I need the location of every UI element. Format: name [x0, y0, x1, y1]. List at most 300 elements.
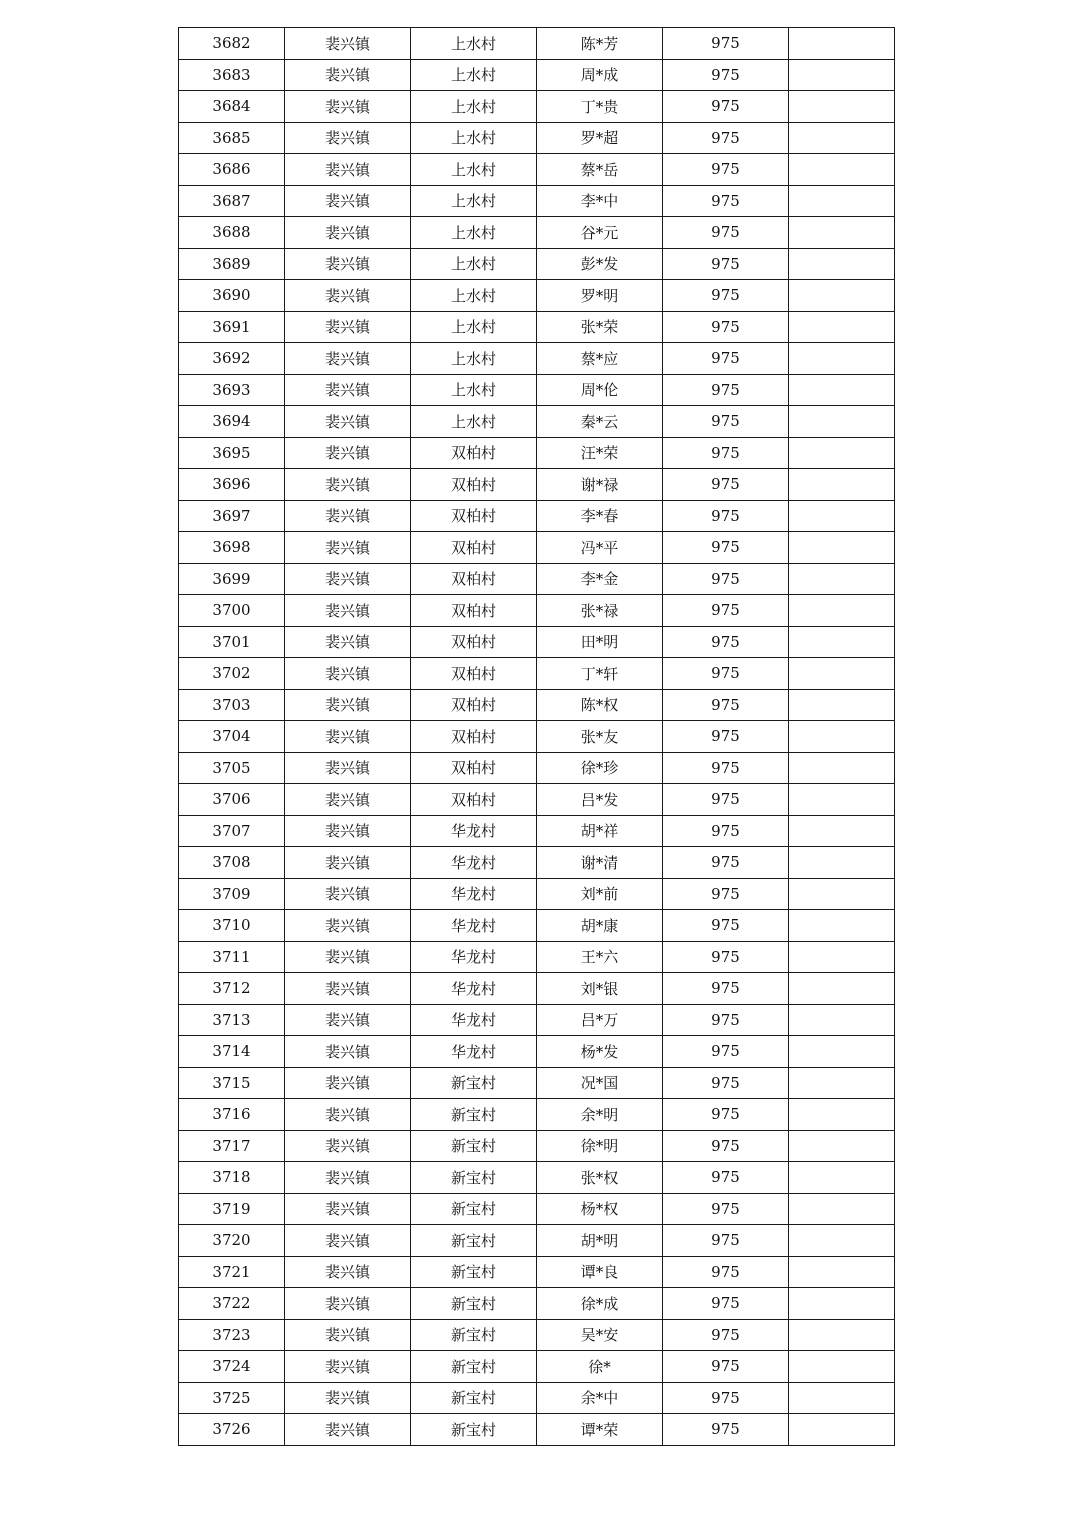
cell-amount: 975	[663, 721, 789, 753]
cell-amount: 975	[663, 847, 789, 879]
cell-amount: 975	[663, 343, 789, 375]
cell-village: 华龙村	[411, 847, 537, 879]
cell-village: 新宝村	[411, 1193, 537, 1225]
cell-name: 李*金	[537, 563, 663, 595]
cell-village: 双柏村	[411, 784, 537, 816]
cell-town: 裴兴镇	[285, 1382, 411, 1414]
cell-serial-number: 3693	[179, 374, 285, 406]
cell-town: 裴兴镇	[285, 1351, 411, 1383]
cell-town: 裴兴镇	[285, 374, 411, 406]
cell-amount: 975	[663, 626, 789, 658]
cell-note	[789, 154, 895, 186]
cell-town: 裴兴镇	[285, 343, 411, 375]
cell-serial-number: 3711	[179, 941, 285, 973]
cell-town: 裴兴镇	[285, 217, 411, 249]
cell-note	[789, 28, 895, 60]
cell-town: 裴兴镇	[285, 28, 411, 60]
cell-village: 新宝村	[411, 1319, 537, 1351]
cell-name: 陈*权	[537, 689, 663, 721]
cell-village: 华龙村	[411, 878, 537, 910]
cell-note	[789, 1351, 895, 1383]
cell-serial-number: 3719	[179, 1193, 285, 1225]
cell-amount: 975	[663, 973, 789, 1005]
table-row	[179, 154, 895, 186]
cell-amount: 975	[663, 563, 789, 595]
cell-amount: 975	[663, 815, 789, 847]
cell-village: 新宝村	[411, 1256, 537, 1288]
cell-amount: 975	[663, 532, 789, 564]
cell-name: 蔡*应	[537, 343, 663, 375]
table-row	[179, 1162, 895, 1194]
cell-note	[789, 1414, 895, 1446]
cell-town: 裴兴镇	[285, 1256, 411, 1288]
cell-amount: 975	[663, 1319, 789, 1351]
cell-note	[789, 248, 895, 280]
table-row	[179, 1004, 895, 1036]
cell-amount: 975	[663, 1414, 789, 1446]
table-row	[179, 374, 895, 406]
cell-name: 谢*清	[537, 847, 663, 879]
cell-village: 华龙村	[411, 910, 537, 942]
cell-village: 双柏村	[411, 689, 537, 721]
cell-note	[789, 122, 895, 154]
cell-amount: 975	[663, 280, 789, 312]
cell-town: 裴兴镇	[285, 910, 411, 942]
cell-amount: 975	[663, 1067, 789, 1099]
cell-amount: 975	[663, 658, 789, 690]
cell-village: 新宝村	[411, 1130, 537, 1162]
cell-town: 裴兴镇	[285, 185, 411, 217]
cell-serial-number: 3717	[179, 1130, 285, 1162]
cell-town: 裴兴镇	[285, 815, 411, 847]
cell-name: 吕*发	[537, 784, 663, 816]
cell-village: 新宝村	[411, 1288, 537, 1320]
cell-serial-number: 3701	[179, 626, 285, 658]
table-row	[179, 1099, 895, 1131]
table-row	[179, 563, 895, 595]
cell-amount: 975	[663, 469, 789, 501]
cell-town: 裴兴镇	[285, 248, 411, 280]
cell-serial-number: 3725	[179, 1382, 285, 1414]
cell-village: 双柏村	[411, 532, 537, 564]
cell-village: 华龙村	[411, 1004, 537, 1036]
cell-serial-number: 3695	[179, 437, 285, 469]
cell-amount: 975	[663, 1036, 789, 1068]
cell-name: 余*明	[537, 1099, 663, 1131]
table-row	[179, 1225, 895, 1257]
cell-note	[789, 1256, 895, 1288]
cell-note	[789, 658, 895, 690]
table-row	[179, 28, 895, 60]
cell-serial-number: 3704	[179, 721, 285, 753]
cell-serial-number: 3723	[179, 1319, 285, 1351]
cell-town: 裴兴镇	[285, 1414, 411, 1446]
cell-village: 新宝村	[411, 1162, 537, 1194]
cell-village: 双柏村	[411, 563, 537, 595]
cell-serial-number: 3708	[179, 847, 285, 879]
cell-village: 双柏村	[411, 469, 537, 501]
cell-village: 双柏村	[411, 595, 537, 627]
cell-amount: 975	[663, 374, 789, 406]
cell-serial-number: 3685	[179, 122, 285, 154]
cell-note	[789, 973, 895, 1005]
cell-name: 秦*云	[537, 406, 663, 438]
cell-town: 裴兴镇	[285, 658, 411, 690]
cell-name: 王*六	[537, 941, 663, 973]
cell-serial-number: 3702	[179, 658, 285, 690]
cell-village: 上水村	[411, 185, 537, 217]
cell-note	[789, 1288, 895, 1320]
cell-village: 双柏村	[411, 500, 537, 532]
cell-town: 裴兴镇	[285, 563, 411, 595]
table-row	[179, 500, 895, 532]
cell-name: 杨*权	[537, 1193, 663, 1225]
cell-town: 裴兴镇	[285, 1036, 411, 1068]
cell-name: 谷*元	[537, 217, 663, 249]
cell-serial-number: 3697	[179, 500, 285, 532]
cell-name: 张*荣	[537, 311, 663, 343]
cell-name: 汪*荣	[537, 437, 663, 469]
cell-note	[789, 1319, 895, 1351]
cell-note	[789, 626, 895, 658]
cell-note	[789, 59, 895, 91]
cell-town: 裴兴镇	[285, 59, 411, 91]
table-row	[179, 1036, 895, 1068]
cell-note	[789, 1225, 895, 1257]
cell-village: 新宝村	[411, 1099, 537, 1131]
cell-serial-number: 3703	[179, 689, 285, 721]
table-row	[179, 122, 895, 154]
cell-amount: 975	[663, 1004, 789, 1036]
cell-name: 徐*成	[537, 1288, 663, 1320]
cell-note	[789, 311, 895, 343]
cell-town: 裴兴镇	[285, 878, 411, 910]
cell-serial-number: 3700	[179, 595, 285, 627]
cell-serial-number: 3696	[179, 469, 285, 501]
cell-serial-number: 3714	[179, 1036, 285, 1068]
cell-name: 徐*	[537, 1351, 663, 1383]
table-row	[179, 1382, 895, 1414]
cell-amount: 975	[663, 752, 789, 784]
table-row	[179, 185, 895, 217]
cell-note	[789, 374, 895, 406]
cell-amount: 975	[663, 689, 789, 721]
cell-town: 裴兴镇	[285, 532, 411, 564]
cell-name: 刘*前	[537, 878, 663, 910]
cell-amount: 975	[663, 122, 789, 154]
cell-amount: 975	[663, 910, 789, 942]
cell-town: 裴兴镇	[285, 122, 411, 154]
cell-name: 谭*荣	[537, 1414, 663, 1446]
cell-serial-number: 3684	[179, 91, 285, 123]
cell-town: 裴兴镇	[285, 847, 411, 879]
cell-town: 裴兴镇	[285, 311, 411, 343]
cell-serial-number: 3691	[179, 311, 285, 343]
table-row	[179, 343, 895, 375]
cell-village: 华龙村	[411, 973, 537, 1005]
cell-name: 田*明	[537, 626, 663, 658]
cell-note	[789, 1067, 895, 1099]
cell-name: 谭*良	[537, 1256, 663, 1288]
cell-serial-number: 3699	[179, 563, 285, 595]
cell-village: 上水村	[411, 28, 537, 60]
cell-name: 谢*禄	[537, 469, 663, 501]
cell-serial-number: 3707	[179, 815, 285, 847]
cell-note	[789, 532, 895, 564]
cell-serial-number: 3715	[179, 1067, 285, 1099]
table-row	[179, 847, 895, 879]
cell-amount: 975	[663, 1382, 789, 1414]
table-body	[179, 28, 895, 1446]
cell-name: 李*春	[537, 500, 663, 532]
cell-village: 上水村	[411, 217, 537, 249]
cell-village: 新宝村	[411, 1382, 537, 1414]
cell-amount: 975	[663, 1256, 789, 1288]
cell-name: 冯*平	[537, 532, 663, 564]
cell-note	[789, 1099, 895, 1131]
cell-amount: 975	[663, 311, 789, 343]
table-row	[179, 217, 895, 249]
cell-name: 罗*明	[537, 280, 663, 312]
cell-note	[789, 752, 895, 784]
cell-note	[789, 437, 895, 469]
cell-serial-number: 3724	[179, 1351, 285, 1383]
cell-village: 上水村	[411, 154, 537, 186]
cell-name: 徐*明	[537, 1130, 663, 1162]
cell-note	[789, 1036, 895, 1068]
table-row	[179, 973, 895, 1005]
cell-note	[789, 815, 895, 847]
cell-serial-number: 3705	[179, 752, 285, 784]
cell-amount: 975	[663, 1225, 789, 1257]
cell-village: 双柏村	[411, 626, 537, 658]
cell-name: 彭*发	[537, 248, 663, 280]
cell-name: 张*权	[537, 1162, 663, 1194]
cell-note	[789, 469, 895, 501]
cell-amount: 975	[663, 1288, 789, 1320]
cell-name: 胡*康	[537, 910, 663, 942]
table-row	[179, 280, 895, 312]
table-row	[179, 658, 895, 690]
table-row	[179, 91, 895, 123]
cell-note	[789, 1382, 895, 1414]
cell-name: 周*伦	[537, 374, 663, 406]
table-row	[179, 1319, 895, 1351]
cell-serial-number: 3710	[179, 910, 285, 942]
cell-village: 上水村	[411, 374, 537, 406]
table-row	[179, 311, 895, 343]
cell-town: 裴兴镇	[285, 752, 411, 784]
cell-note	[789, 847, 895, 879]
cell-amount: 975	[663, 941, 789, 973]
cell-village: 上水村	[411, 311, 537, 343]
table-row	[179, 752, 895, 784]
cell-town: 裴兴镇	[285, 1319, 411, 1351]
cell-amount: 975	[663, 500, 789, 532]
cell-serial-number: 3688	[179, 217, 285, 249]
cell-serial-number: 3686	[179, 154, 285, 186]
table-row	[179, 1130, 895, 1162]
cell-note	[789, 217, 895, 249]
cell-village: 双柏村	[411, 658, 537, 690]
table-row	[179, 406, 895, 438]
cell-note	[789, 721, 895, 753]
cell-town: 裴兴镇	[285, 280, 411, 312]
cell-serial-number: 3689	[179, 248, 285, 280]
cell-town: 裴兴镇	[285, 469, 411, 501]
cell-name: 胡*祥	[537, 815, 663, 847]
cell-town: 裴兴镇	[285, 1004, 411, 1036]
cell-serial-number: 3721	[179, 1256, 285, 1288]
cell-amount: 975	[663, 406, 789, 438]
cell-serial-number: 3720	[179, 1225, 285, 1257]
cell-village: 新宝村	[411, 1414, 537, 1446]
cell-note	[789, 1004, 895, 1036]
cell-serial-number: 3692	[179, 343, 285, 375]
cell-name: 罗*超	[537, 122, 663, 154]
cell-name: 李*中	[537, 185, 663, 217]
cell-town: 裴兴镇	[285, 689, 411, 721]
cell-serial-number: 3712	[179, 973, 285, 1005]
table-row	[179, 784, 895, 816]
cell-amount: 975	[663, 59, 789, 91]
cell-serial-number: 3713	[179, 1004, 285, 1036]
cell-town: 裴兴镇	[285, 500, 411, 532]
cell-amount: 975	[663, 248, 789, 280]
cell-name: 张*友	[537, 721, 663, 753]
cell-amount: 975	[663, 28, 789, 60]
cell-village: 上水村	[411, 280, 537, 312]
cell-note	[789, 91, 895, 123]
table-row	[179, 626, 895, 658]
cell-name: 张*禄	[537, 595, 663, 627]
cell-note	[789, 563, 895, 595]
cell-serial-number: 3694	[179, 406, 285, 438]
cell-amount: 975	[663, 878, 789, 910]
cell-note	[789, 784, 895, 816]
cell-name: 胡*明	[537, 1225, 663, 1257]
cell-town: 裴兴镇	[285, 406, 411, 438]
cell-name: 刘*银	[537, 973, 663, 1005]
cell-village: 上水村	[411, 343, 537, 375]
cell-village: 新宝村	[411, 1225, 537, 1257]
cell-name: 徐*珍	[537, 752, 663, 784]
cell-name: 吴*安	[537, 1319, 663, 1351]
cell-name: 吕*万	[537, 1004, 663, 1036]
cell-town: 裴兴镇	[285, 1099, 411, 1131]
cell-amount: 975	[663, 1351, 789, 1383]
cell-note	[789, 500, 895, 532]
table-row	[179, 595, 895, 627]
table-row	[179, 910, 895, 942]
cell-note	[789, 185, 895, 217]
cell-serial-number: 3718	[179, 1162, 285, 1194]
cell-village: 华龙村	[411, 815, 537, 847]
cell-town: 裴兴镇	[285, 626, 411, 658]
cell-amount: 975	[663, 437, 789, 469]
cell-amount: 975	[663, 784, 789, 816]
table-row	[179, 532, 895, 564]
cell-note	[789, 910, 895, 942]
cell-village: 双柏村	[411, 437, 537, 469]
table-row	[179, 815, 895, 847]
cell-serial-number: 3682	[179, 28, 285, 60]
cell-note	[789, 406, 895, 438]
cell-town: 裴兴镇	[285, 1193, 411, 1225]
cell-town: 裴兴镇	[285, 91, 411, 123]
cell-village: 新宝村	[411, 1067, 537, 1099]
cell-note	[789, 941, 895, 973]
cell-name: 丁*贵	[537, 91, 663, 123]
cell-village: 双柏村	[411, 721, 537, 753]
table-row	[179, 469, 895, 501]
table-row	[179, 1288, 895, 1320]
cell-amount: 975	[663, 1162, 789, 1194]
cell-town: 裴兴镇	[285, 154, 411, 186]
cell-serial-number: 3683	[179, 59, 285, 91]
cell-town: 裴兴镇	[285, 784, 411, 816]
cell-serial-number: 3722	[179, 1288, 285, 1320]
cell-town: 裴兴镇	[285, 1130, 411, 1162]
table-row	[179, 878, 895, 910]
cell-town: 裴兴镇	[285, 721, 411, 753]
table-row	[179, 721, 895, 753]
cell-name: 蔡*岳	[537, 154, 663, 186]
cell-amount: 975	[663, 154, 789, 186]
table-row	[179, 689, 895, 721]
cell-note	[789, 1193, 895, 1225]
cell-town: 裴兴镇	[285, 437, 411, 469]
cell-village: 上水村	[411, 122, 537, 154]
cell-name: 陈*芳	[537, 28, 663, 60]
cell-village: 华龙村	[411, 1036, 537, 1068]
cell-name: 周*成	[537, 59, 663, 91]
cell-village: 双柏村	[411, 752, 537, 784]
cell-amount: 975	[663, 91, 789, 123]
cell-serial-number: 3709	[179, 878, 285, 910]
table-row	[179, 1351, 895, 1383]
cell-town: 裴兴镇	[285, 1162, 411, 1194]
table-row	[179, 437, 895, 469]
cell-serial-number: 3687	[179, 185, 285, 217]
cell-name: 况*国	[537, 1067, 663, 1099]
cell-name: 丁*轩	[537, 658, 663, 690]
cell-town: 裴兴镇	[285, 1067, 411, 1099]
cell-note	[789, 280, 895, 312]
table-row	[179, 1256, 895, 1288]
table-row	[179, 248, 895, 280]
cell-note	[789, 343, 895, 375]
cell-village: 上水村	[411, 59, 537, 91]
cell-village: 上水村	[411, 248, 537, 280]
cell-town: 裴兴镇	[285, 595, 411, 627]
cell-amount: 975	[663, 595, 789, 627]
cell-town: 裴兴镇	[285, 1288, 411, 1320]
cell-serial-number: 3726	[179, 1414, 285, 1446]
cell-name: 杨*发	[537, 1036, 663, 1068]
cell-amount: 975	[663, 1099, 789, 1131]
cell-serial-number: 3706	[179, 784, 285, 816]
table-row	[179, 1414, 895, 1446]
cell-amount: 975	[663, 1193, 789, 1225]
cell-town: 裴兴镇	[285, 1225, 411, 1257]
cell-amount: 975	[663, 217, 789, 249]
table-row	[179, 59, 895, 91]
cell-note	[789, 1162, 895, 1194]
table-row	[179, 1067, 895, 1099]
cell-town: 裴兴镇	[285, 973, 411, 1005]
cell-note	[789, 1130, 895, 1162]
